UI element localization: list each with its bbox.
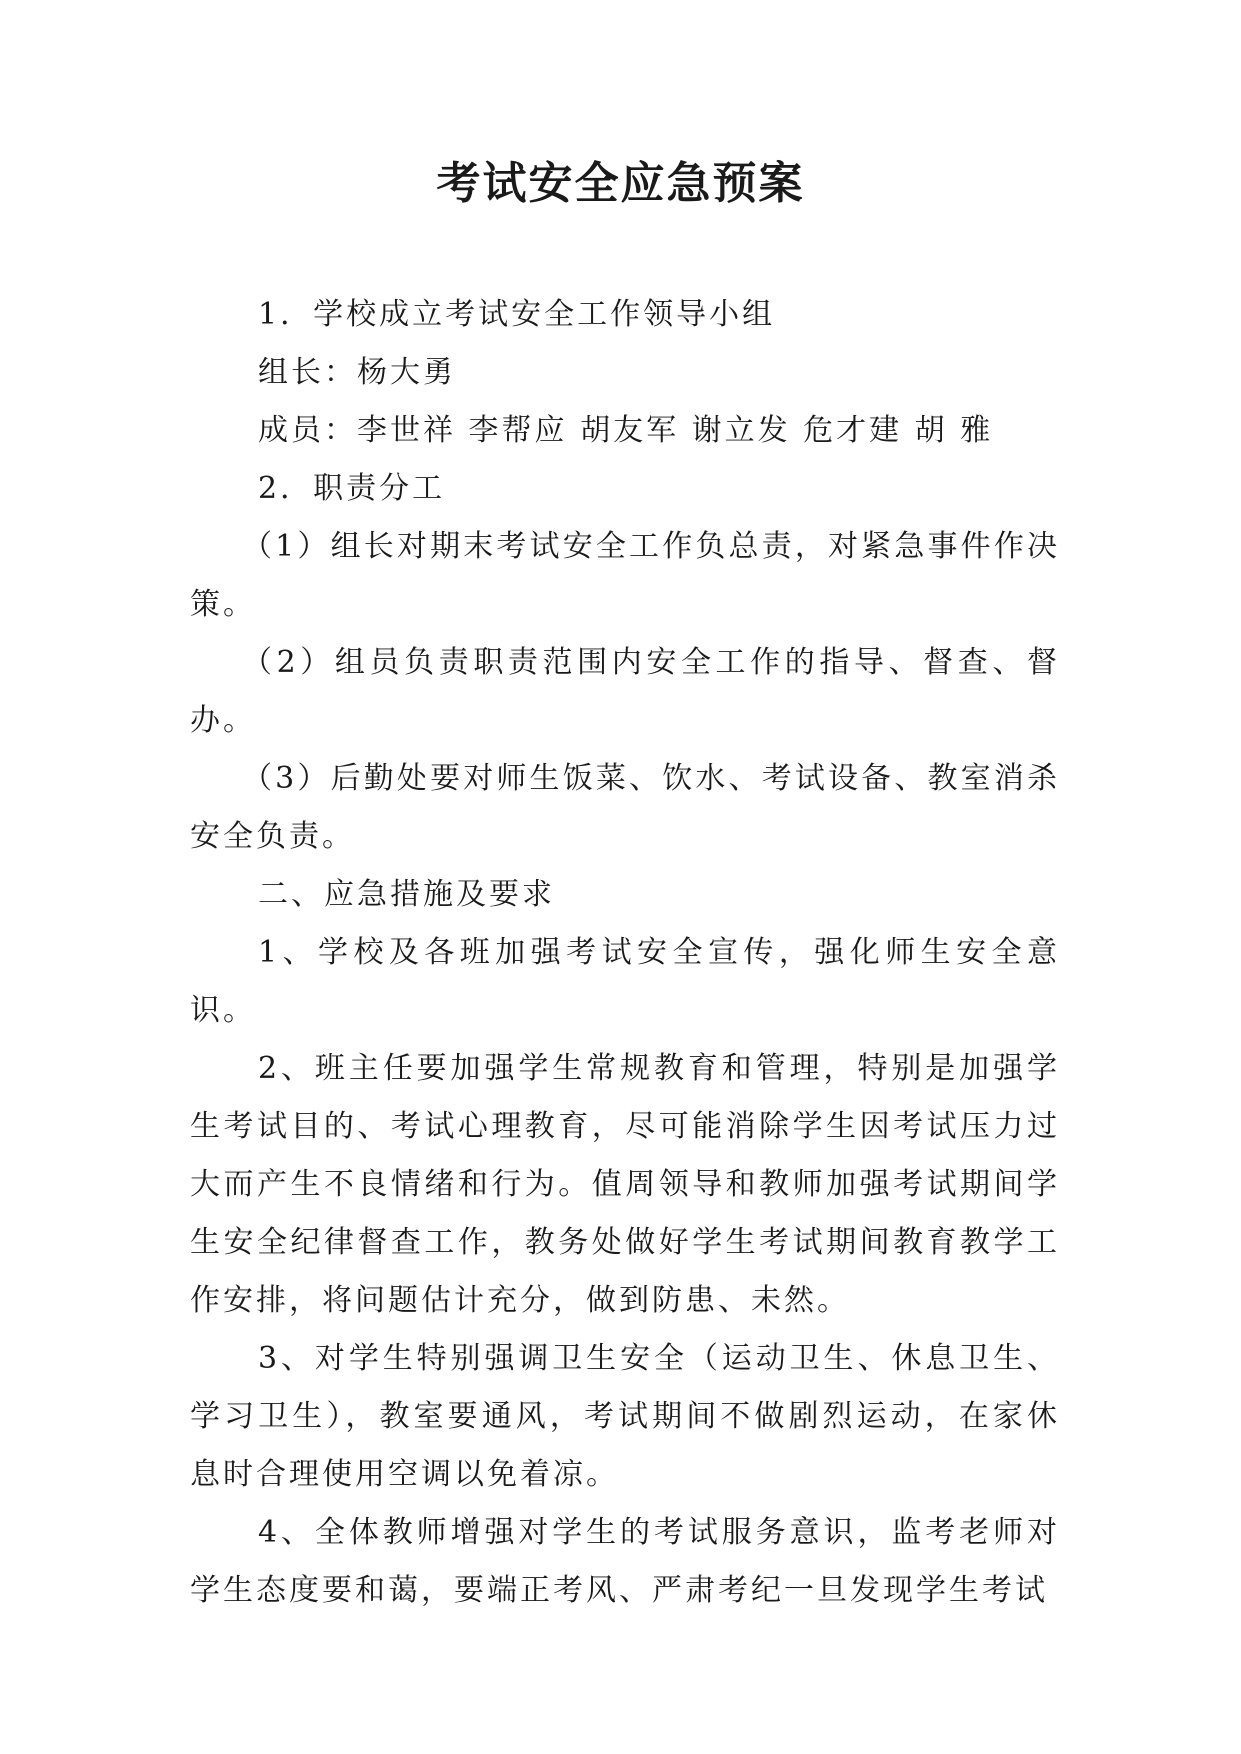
paragraph-measure-1: 1、学校及各班加强考试安全宣传，强化师生安全意识。 [190,935,1060,1028]
paragraph-group-members: 成员：李世祥 李帮应 胡友军 谢立发 危才建 胡 雅 [258,413,994,448]
document-title: 考试安全应急预案 [436,158,805,209]
paragraph-leadership-group: 1．学校成立考试安全工作领导小组 [258,297,776,332]
paragraph-duties-heading: 2．职责分工 [258,471,446,506]
paragraph-emergency-heading: 二、应急措施及要求 [258,877,555,912]
paragraph-duty-2: （2）组员负责职责范围内安全工作的指导、督查、督办。 [190,645,1060,738]
paragraph-group-leader: 组长：杨大勇 [258,355,456,390]
paragraph-measure-3: 3、对学生特别强调卫生安全（运动卫生、休息卫生、学习卫生），教室要通风，考试期间不做剧烈运动，在家休息时合理使用空调以免着凉。 [190,1341,1060,1492]
paragraph-measure-2: 2、班主任要加强学生常规教育和管理，特别是加强学生考试目的、考试心理教育，尽可能消除学生因考试压力过大而产生不良情绪和行为。值周领导和教师加强考试期间学生安全纪律督查工作，教务处做好学生考试期间教育教学工作安排，将问题估计充分，做到防患、未然。 [190,1051,1060,1318]
paragraph-duty-1: （1）组长对期末考试安全工作负总责，对紧急事件作决策。 [190,529,1060,622]
paragraph-duty-3: （3）后勤处要对师生饭菜、饮水、考试设备、教室消杀安全负责。 [190,761,1060,854]
paragraph-measure-4: 4、全体教师增强对学生的考试服务意识，监考老师对学生态度要和蔼，要端正考风、严肃考纪一旦发现学生考试 [190,1515,1060,1608]
document-body [190,286,1060,1620]
